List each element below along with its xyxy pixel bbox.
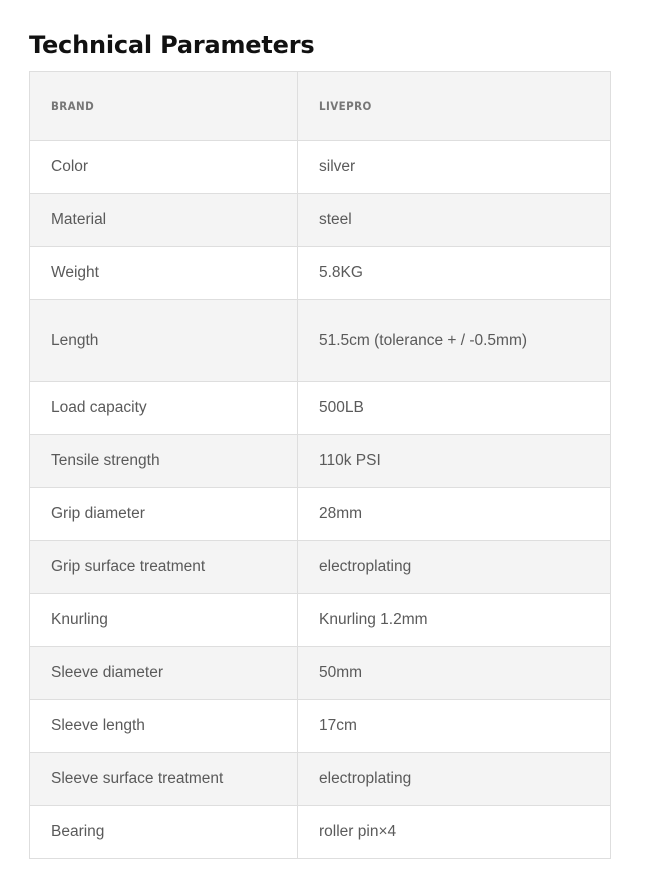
param-value: 17cm [298,700,611,753]
param-value: 50mm [298,647,611,700]
table-row [30,141,611,194]
table-row [30,647,611,700]
table-row [30,300,611,382]
param-value: roller pin×4 [298,806,611,859]
param-label: Grip surface treatment [30,541,298,594]
param-label: Bearing [30,806,298,859]
table-row [30,700,611,753]
table-row [30,541,611,594]
param-value: 5.8KG [298,247,611,300]
table-row [30,806,611,859]
param-label: Sleeve diameter [30,647,298,700]
table-row [30,488,611,541]
table-row [30,435,611,488]
param-value: 500LB [298,382,611,435]
param-label: Load capacity [30,382,298,435]
page-title: Technical Parameters [29,31,315,59]
param-label: Material [30,194,298,247]
param-label: Color [30,141,298,194]
param-label: Tensile strength [30,435,298,488]
param-value: 51.5cm (tolerance + / -0.5mm) [298,300,611,382]
param-value: silver [298,141,611,194]
param-label: Sleeve length [30,700,298,753]
param-label: Knurling [30,594,298,647]
table-row [30,382,611,435]
table-row [30,194,611,247]
param-label: Length [30,300,298,382]
table-row [30,753,611,806]
header-brand-label: BRAND [30,72,298,141]
param-value: electroplating [298,753,611,806]
param-value: 28mm [298,488,611,541]
param-value: 110k PSI [298,435,611,488]
table-row [30,594,611,647]
param-value: steel [298,194,611,247]
technical-parameters-table [29,71,611,859]
param-value: electroplating [298,541,611,594]
param-label: Weight [30,247,298,300]
param-label: Grip diameter [30,488,298,541]
table-row [30,247,611,300]
header-brand-value: LIVEPRO [298,72,611,141]
param-label: Sleeve surface treatment [30,753,298,806]
table-header-row [30,72,611,141]
param-value: Knurling 1.2mm [298,594,611,647]
